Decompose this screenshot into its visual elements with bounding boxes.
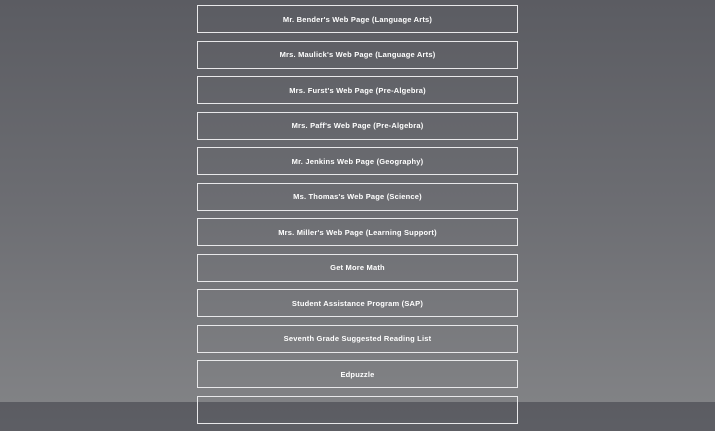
link-label: Get More Math xyxy=(330,263,385,272)
link-label: Mr. Jenkins Web Page (Geography) xyxy=(291,156,424,166)
link-label: Edpuzzle xyxy=(340,369,375,379)
link-label: Mrs. Miller's Web Page (Learning Support) xyxy=(278,227,437,237)
link-label: Seventh Grade Suggested Reading List xyxy=(283,334,432,343)
link-label: Mrs. Paff's Web Page (Pre-Algebra) xyxy=(291,121,424,130)
link-thomas-science[interactable] xyxy=(197,183,518,211)
link-maulick-language-arts[interactable] xyxy=(197,41,518,69)
link-label: Mr. Bender's Web Page (Language Arts) xyxy=(282,14,433,24)
link-label: Ms. Thomas's Web Page (Science) xyxy=(293,192,422,201)
link-label: Student Assistance Program (SAP) xyxy=(291,298,424,308)
link-label: Mrs. Furst's Web Page (Pre-Algebra) xyxy=(289,85,426,95)
link-jenkins-geography[interactable] xyxy=(197,147,518,175)
link-furst-pre-algebra[interactable] xyxy=(197,76,518,104)
link-edpuzzle[interactable] xyxy=(197,360,518,388)
link-next-partial[interactable] xyxy=(197,396,518,424)
link-paff-pre-algebra[interactable] xyxy=(197,112,518,140)
link-get-more-math[interactable] xyxy=(197,254,518,282)
link-student-assistance-program[interactable] xyxy=(197,289,518,317)
link-button-list xyxy=(197,5,518,431)
link-miller-learning-support[interactable] xyxy=(197,218,518,246)
link-seventh-grade-reading-list[interactable] xyxy=(197,325,518,353)
link-label: Mrs. Maulick's Web Page (Language Arts) xyxy=(279,50,436,59)
link-bender-language-arts[interactable] xyxy=(197,5,518,33)
